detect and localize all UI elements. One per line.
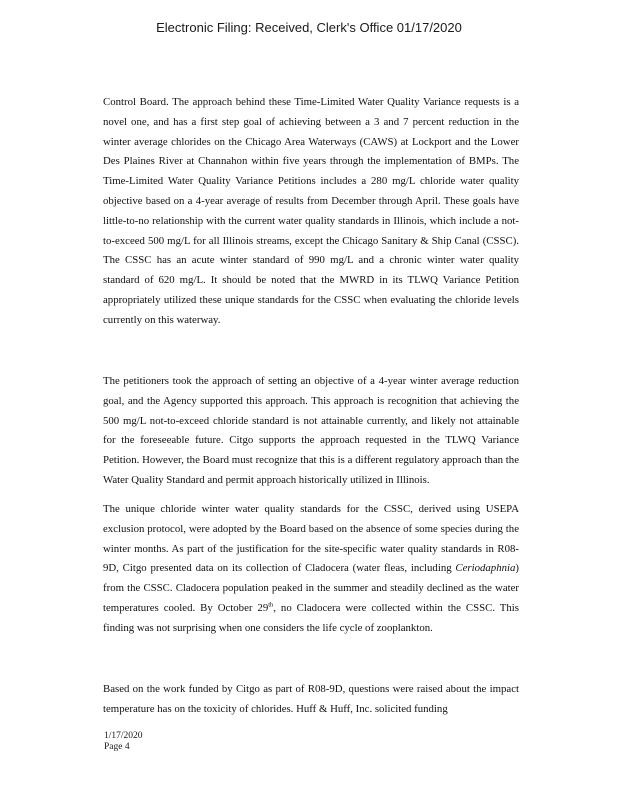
paragraph-2: [103, 372, 519, 491]
paragraph-3-text: [103, 500, 519, 639]
paragraph-4: [103, 680, 519, 720]
footer-page-number: Page 4: [104, 742, 130, 752]
paragraph-3: [103, 500, 519, 639]
paragraph-1: [103, 93, 519, 331]
paragraph-3-ordinal-suffix: th: [268, 601, 274, 609]
paragraph-1-text: Control Board. The approach behind these Time-Limited Water Quality Variance requests is a novel one, and has a first step goal of achieving between a 3 and 7 percent reduction in the winter average chlorides on the Chicago Area Waterways (CAWS) at Lockport and the Lower Des Plaines River at Channahon within five years through the implementation of BMPs. The Time-Limited Water Quality Variance Petitions includes a 280 mg/L chloride water quality objective based on a 4-year average of results from December through April. These goals have little-to-no relationship with the current water quality standards in Illinois, which include a not-to-exceed 500 mg/L for all Illinois streams, except the Chicago Sanitary & Ship Canal (CSSC). The CSSC has an acute winter standard of 990 mg/L and a chronic winter water quality standard of 620 mg/L. It should be noted that the MWRD in its TLWQ Variance Petition appropriately utilized these unique standards for the CSSC when evaluating the chloride levels currently on this waterway.: [103, 96, 519, 326]
page-footer: [104, 731, 143, 753]
paragraph-4-text: Based on the work funded by Citgo as part of R08-9D, questions were raised about the impact temperature has on the toxicity of chlorides. Huff & Huff, Inc. solicited funding: [103, 683, 519, 715]
paragraph-3-species-name: Ceriodaphnia: [455, 562, 516, 575]
footer-date: 1/17/2020: [104, 731, 143, 741]
paragraph-3-part-3: , no Cladocera were collected within the CSSC. This finding was not surprising when one considers the life cycle of zooplankton.: [103, 601, 519, 634]
paragraph-3-part-2: ) from the CSSC. Cladocera population peaked in the summer and steadily declined as the water temperatures cooled. By October 29: [103, 562, 519, 614]
paragraph-2-text: The petitioners took the approach of setting an objective of a 4-year winter average reduction goal, and the Agency supported this approach. This approach is recognition that achieving the 500 mg/L not-to-exceed chloride standard is not attainable currently, and likely not attainable for the foreseeable future. Citgo supports the approach requested in the TLWQ Variance Petition. However, the Board must recognize that this is a different regulatory approach than the Water Quality Standard and permit approach historically utilized in Illinois.: [103, 375, 519, 486]
filing-stamp-header: Electronic Filing: Received, Clerk's Office 01/17/2020: [156, 20, 462, 35]
paragraph-3-part-1: The unique chloride winter water quality standards for the CSSC, derived using USEPA exclusion protocol, were adopted by the Board based on the absence of some species during the winter months. As part of the justification for the site-specific water quality standards in R08-9D, Citgo presented data on its collection of Cladocera (water fleas, including: [103, 503, 519, 575]
